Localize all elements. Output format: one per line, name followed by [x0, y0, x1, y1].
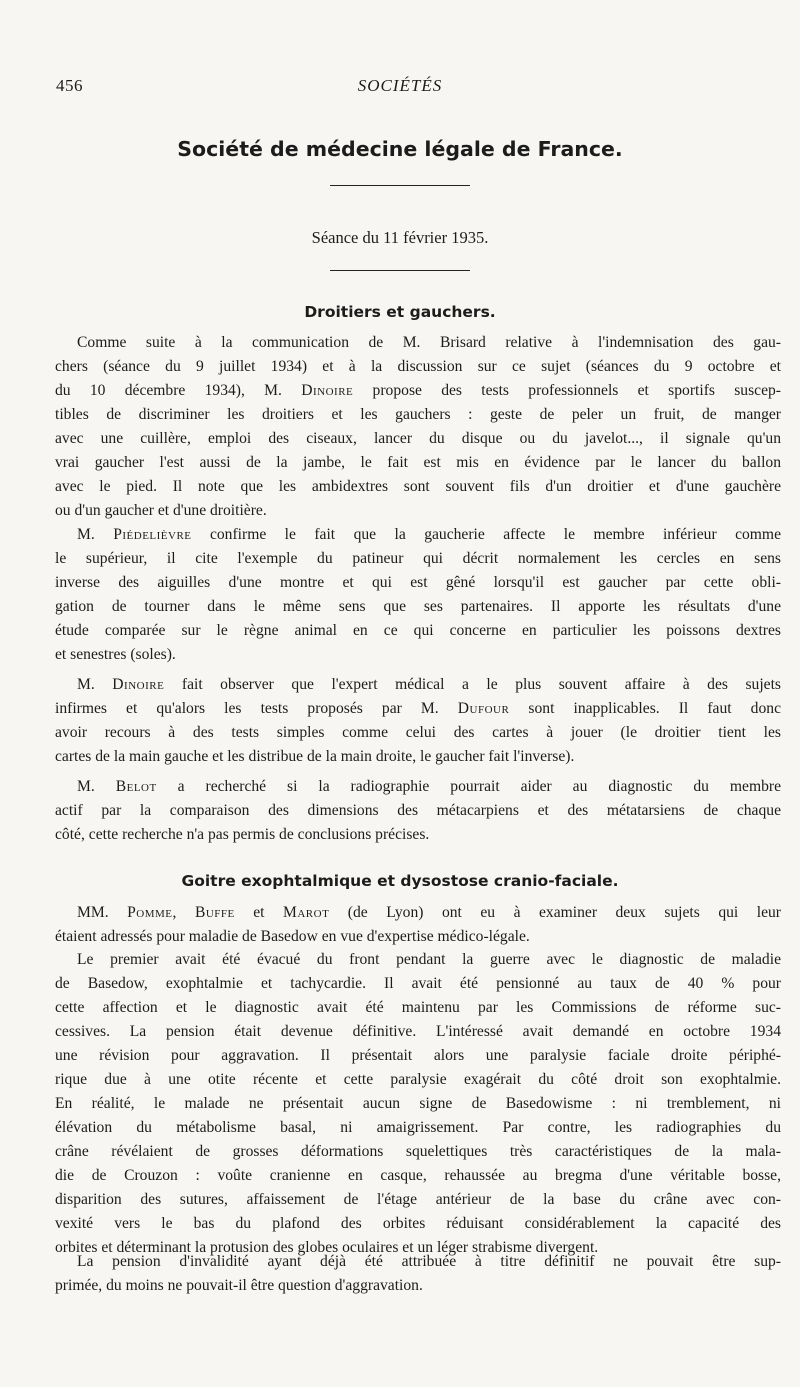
author-name: Piédelièvre	[113, 526, 192, 543]
text-line: étude comparée sur le règne animal en ce qui concerne en particulier les poissons dextres	[55, 622, 781, 639]
text-line: de Basedow, exophtalmie et tachycardie. Il avait été pensionné au taux de 40 % pour	[55, 975, 781, 992]
author-name: Marot	[283, 904, 330, 921]
text-line: vexité vers le bas du plafond des orbites réduisant considérablement la capacité des	[55, 1215, 781, 1232]
divider	[330, 185, 470, 186]
paragraph	[55, 673, 781, 769]
text-line: rique due à une otite récente et cette paralysie exagérait du côté droit son exophtalmie.	[55, 1071, 781, 1088]
text-line: crâne révélaient de grosses déformations squelettiques très caractéristiques de la mala-	[55, 1143, 781, 1160]
text-line: Comme suite à la communication de M. Brisard relative à l'indemnisation des gau-	[77, 334, 781, 351]
running-head	[56, 76, 744, 98]
text-line: chers (séance du 9 juillet 1934) et à la discussion sur ce sujet (séances du 9 octobre et	[55, 358, 781, 375]
text-line: cartes de la main gauche et les distribue de la main droite, le gaucher fait l'inverse).	[55, 748, 575, 765]
text-line: orbites et déterminant la protusion des globes oculaires et un léger strabisme divergent.	[55, 1239, 599, 1256]
paragraph	[55, 775, 781, 847]
text-line: M. Piédelièvre confirme le fait que la gaucherie affecte le membre inférieur comme	[77, 526, 781, 543]
text-line: die de Crouzon : voûte cranienne en casque, rehaussée au bregma d'une véritable bosse,	[55, 1167, 781, 1184]
session-date: Séance du 11 février 1935.	[311, 228, 489, 247]
paragraph	[55, 331, 781, 523]
text-line: tibles de discriminer les droitiers et les gauchers : geste de peler un fruit, de manger	[55, 406, 781, 423]
text-line: primée, du moins ne pouvait-il être question d'aggravation.	[55, 1277, 423, 1294]
text-line: La pension d'invalidité ayant déjà été attribuée à titre définitif ne pouvait être sup-	[77, 1253, 781, 1270]
text-line: disparition des sutures, affaissement de l'étage antérieur de la base du crâne avec con-	[55, 1191, 781, 1208]
paragraph	[55, 948, 781, 1260]
text-line: MM. Pomme, Buffe et Marot (de Lyon) ont eu à examiner deux sujets qui leur	[77, 904, 781, 921]
text-line: M. Dinoire fait observer que l'expert médical a le plus souvent affaire à des sujets	[77, 676, 781, 693]
text-line: avec le pied. Il note que les ambidextres sont souvent fils d'un droitier et d'une gauchère	[55, 478, 781, 495]
paragraph	[55, 523, 781, 667]
text-line: côté, cette recherche n'a pas permis de conclusions précises.	[55, 826, 430, 843]
running-title: SOCIÉTÉS	[357, 76, 443, 95]
text-line: le supérieur, il cite l'exemple du patineur qui décrit normalement les cercles en sens	[55, 550, 781, 567]
text-line: avoir recours à des tests simples comme celui des cartes à jouer (le droitier tient les	[55, 724, 781, 741]
paragraph	[55, 1250, 781, 1298]
author-name: Pomme	[127, 904, 173, 921]
text-line: une révision pour aggravation. Il présentait alors une paralysie faciale droite périphé-	[55, 1047, 781, 1064]
author-name: Dufour	[457, 700, 510, 717]
text-line: avec une cuillère, emploi des ciseaux, lancer du disque ou du javelot..., il signale qu'un	[55, 430, 781, 447]
section-heading: Droitiers et gauchers.	[304, 303, 496, 321]
text-line: cette affection et le diagnostic avait été maintenu par les Commissions de réforme suc-	[55, 999, 781, 1016]
text-line: du 10 décembre 1934), M. Dinoire propose des tests professionnels et sportifs suscep-	[55, 382, 781, 399]
author-name: Dinoire	[112, 676, 165, 693]
text-line: ou d'un gaucher et d'une droitière.	[55, 502, 267, 519]
page-number: 456	[56, 76, 83, 95]
author-name: Dinoire	[301, 382, 354, 399]
text-line: et senestres (soles).	[55, 646, 176, 663]
text-line: En réalité, le malade ne présentait aucun signe de Basedowisme : ni tremblement, ni	[55, 1095, 781, 1112]
author-name: Belot	[115, 778, 157, 795]
text-line: élévation du métabolisme basal, ni amaigrissement. Par contre, les radiographies du	[55, 1119, 781, 1136]
paragraph	[55, 901, 781, 949]
author-name: Buffe	[194, 904, 235, 921]
section-heading: Goitre exophtalmique et dysostose cranio-faciale.	[181, 872, 619, 890]
text-line: infirmes et qu'alors les tests proposés par M. Dufour sont inapplicables. Il faut donc	[55, 700, 781, 717]
text-line: inverse des aiguilles d'une montre et qui est gêné lorsqu'il est gaucher par cette obli-	[55, 574, 781, 591]
divider	[330, 270, 470, 271]
text-line: vrai gaucher l'est aussi de la jambe, le fait est mis en évidence par le lancer du ballon	[55, 454, 781, 471]
text-line: Le premier avait été évacué du front pendant la guerre avec le diagnostic de maladie	[77, 951, 781, 968]
text-line: gation de tourner dans le même sens que ses partenaires. Il apporte les résultats d'une	[55, 598, 781, 615]
text-line: cessives. La pension était devenue définitive. L'intéressé avait demandé en octobre 1934	[55, 1023, 781, 1040]
text-line: M. Belot a recherché si la radiographie pourrait aider au diagnostic du membre	[77, 778, 781, 795]
society-title: Société de médecine légale de France.	[177, 137, 623, 161]
text-line: étaient adressés pour maladie de Basedow en vue d'expertise médico-légale.	[55, 928, 530, 945]
text-line: actif par la comparaison des dimensions des métacarpiens et des métatarsiens de chaque	[55, 802, 781, 819]
